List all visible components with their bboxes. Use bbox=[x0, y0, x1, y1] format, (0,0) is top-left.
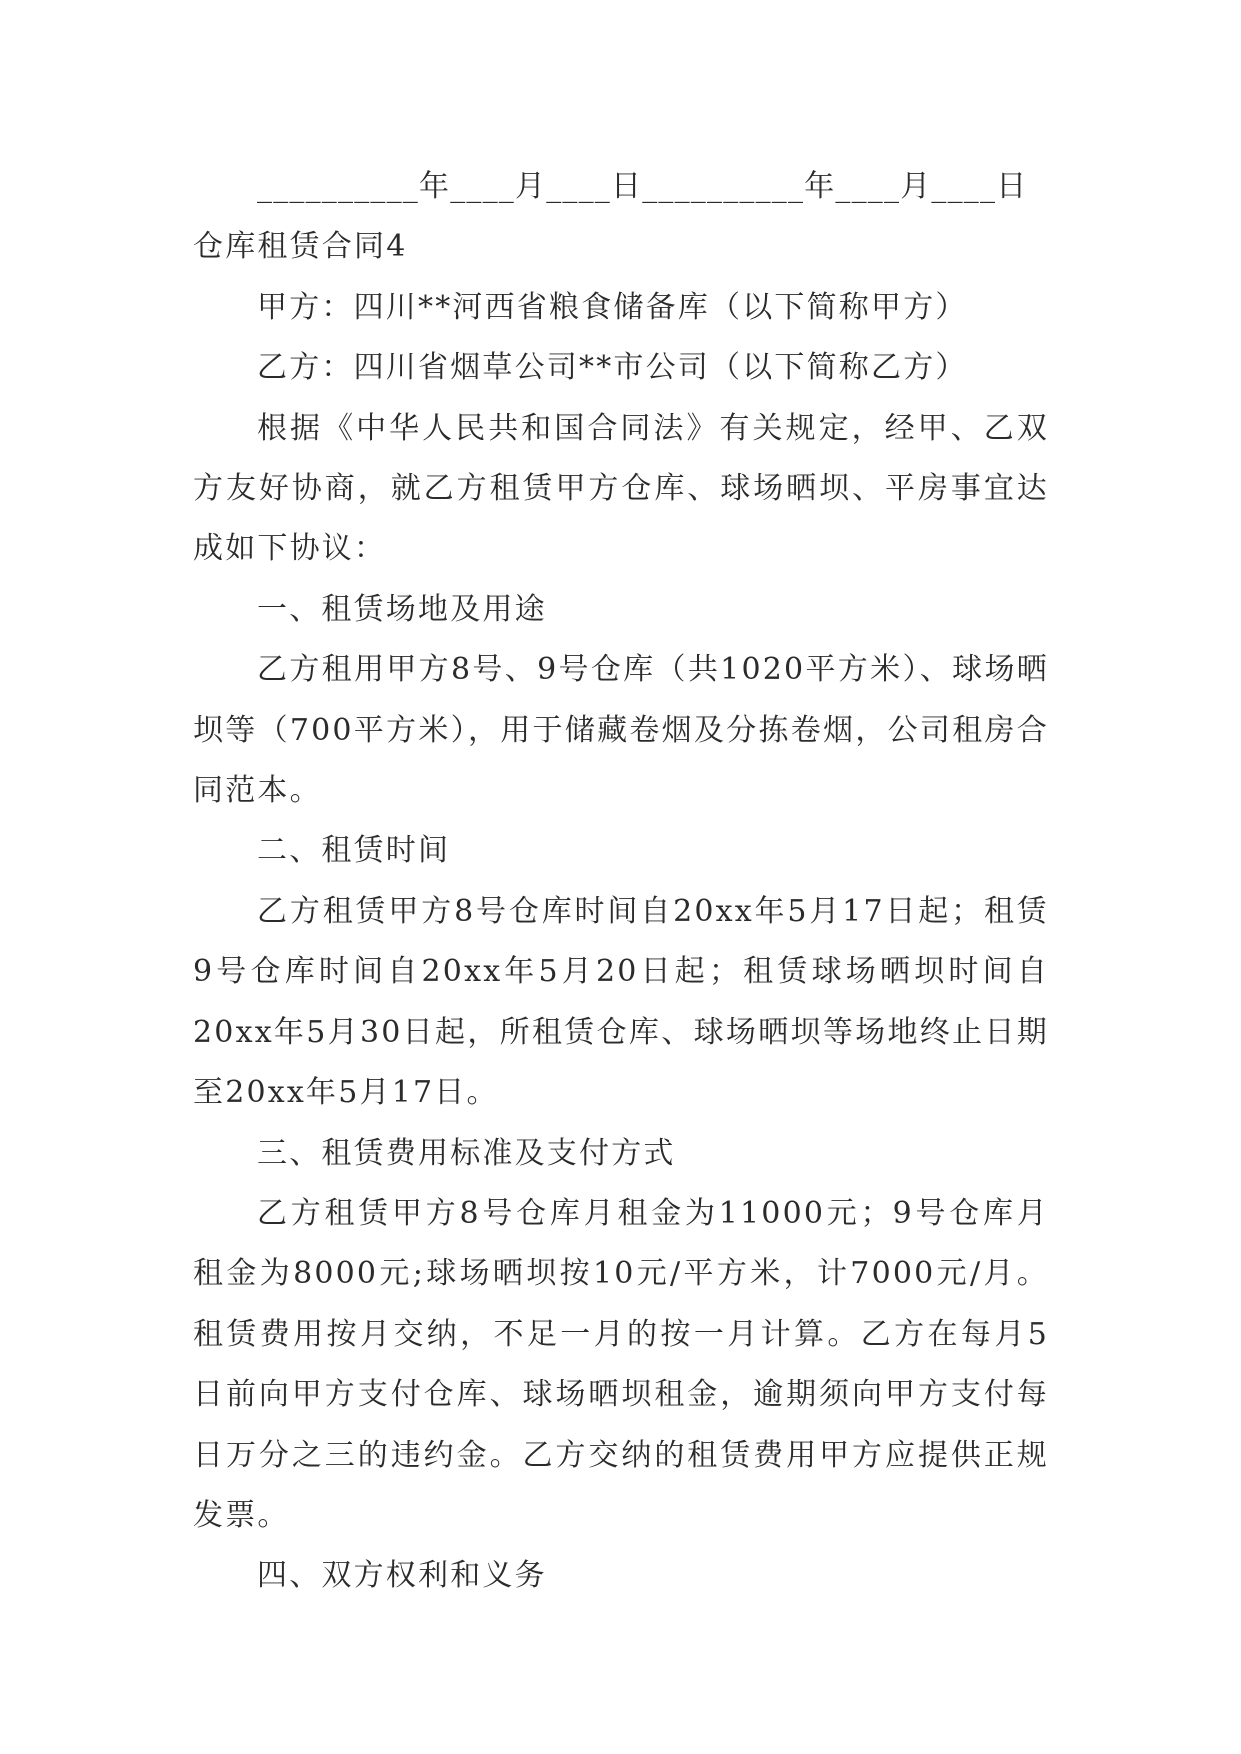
section-heading: 三、租赁费用标准及支付方式 bbox=[257, 1135, 676, 1171]
section-body: 乙方租赁甲方8号仓库时间自20xx年5月17日起；租赁9号仓库时间自20xx年5月20日起；租赁球场晒坝时间自20xx年5月30日起，所租赁仓库、球场晒坝等场地终止日期至20xx年5月17日。 bbox=[193, 893, 1049, 1111]
section-heading: 二、租赁时间 bbox=[257, 833, 451, 869]
document-body bbox=[193, 157, 1049, 1607]
party-b-line: 乙方：四川省烟草公司**市公司（以下简称乙方） bbox=[257, 350, 968, 386]
section-body: 乙方租赁甲方8号仓库月租金为11000元；9号仓库月租金为8000元;球场晒坝按10元/平方米，计7000元/月。租赁费用按月交纳，不足一月的按一月计算。乙方在每月5日前向甲方支付仓库、球场晒坝租金，逾期须向甲方支付每日万分之三的违约金。乙方交纳的租赁费用甲方应提供正规发票。 bbox=[193, 1195, 1049, 1533]
party-a-line: 甲方：四川**河西省粮食储备库（以下简称甲方） bbox=[257, 289, 968, 325]
signature-date-line: __________年____月____日__________年____月____日 bbox=[257, 169, 1028, 204]
section-heading: 四、双方权利和义务 bbox=[257, 1558, 547, 1594]
section-heading: 一、租赁场地及用途 bbox=[257, 591, 547, 627]
section-body: 乙方租用甲方8号、9号仓库（共1020平方米）、球场晒坝等（700平方米），用于储藏卷烟及分拣卷烟，公司租房合同范本。 bbox=[193, 652, 1049, 809]
document-title: 仓库租赁合同4 bbox=[193, 229, 408, 265]
preamble-paragraph: 根据《中华人民共和国合同法》有关规定，经甲、乙双方友好协商，就乙方租赁甲方仓库、球场晒坝、平房事宜达成如下协议： bbox=[193, 410, 1049, 567]
